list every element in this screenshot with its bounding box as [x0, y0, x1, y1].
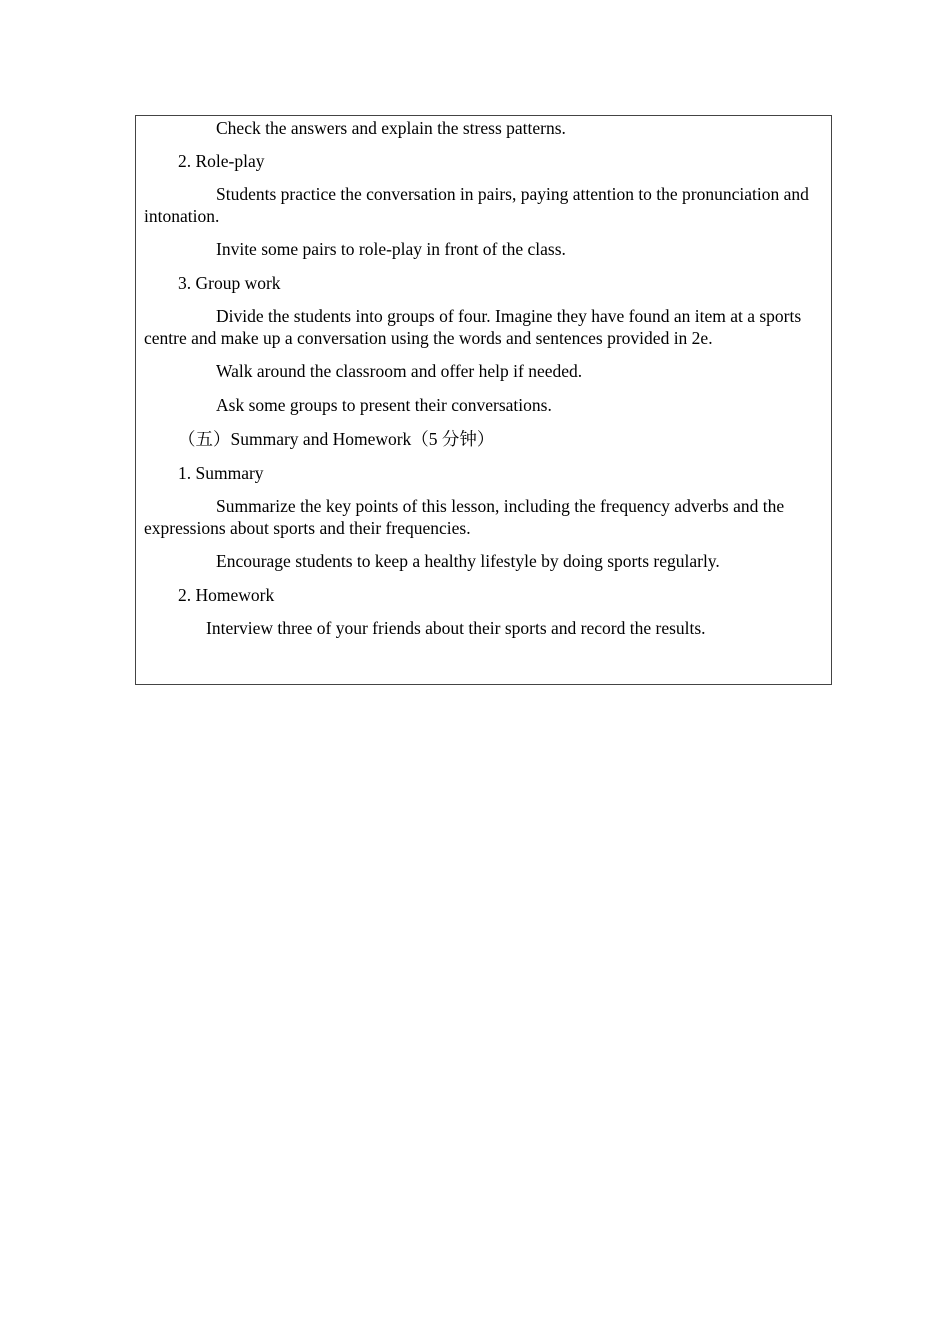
- role-play-practice-text: Students practice the conversation in pairs, paying attention to the pronunciation and intonation.: [144, 184, 809, 226]
- check-answers-text: Check the answers and explain the stress patterns.: [216, 118, 566, 138]
- group-work-walk-text: Walk around the classroom and offer help if needed.: [216, 361, 583, 381]
- homework-interview-text: Interview three of your friends about their sports and record the results.: [206, 618, 706, 638]
- homework-heading: 2. Homework: [178, 585, 275, 605]
- summary-key-points-text: Summarize the key points of this lesson, including the frequency adverbs and the expressions about sports and their frequencies.: [144, 496, 785, 538]
- lesson-plan-table-cell: [135, 115, 832, 685]
- group-work-heading: 3. Group work: [178, 273, 281, 293]
- section-five-heading: （五）Summary and Homework（5 分钟）: [178, 429, 495, 449]
- role-play-heading: 2. Role-play: [178, 151, 265, 171]
- summary-encourage-text: Encourage students to keep a healthy lifestyle by doing sports regularly.: [216, 551, 720, 571]
- group-work-present-text: Ask some groups to present their conversations.: [216, 395, 552, 415]
- summary-heading: 1. Summary: [178, 463, 264, 483]
- group-work-divide-text: Divide the students into groups of four. Imagine they have found an item at a sports centre and make up a conversation using the words and sentences provided in 2e.: [144, 306, 802, 348]
- role-play-invite-text: Invite some pairs to role-play in front of the class.: [216, 239, 566, 259]
